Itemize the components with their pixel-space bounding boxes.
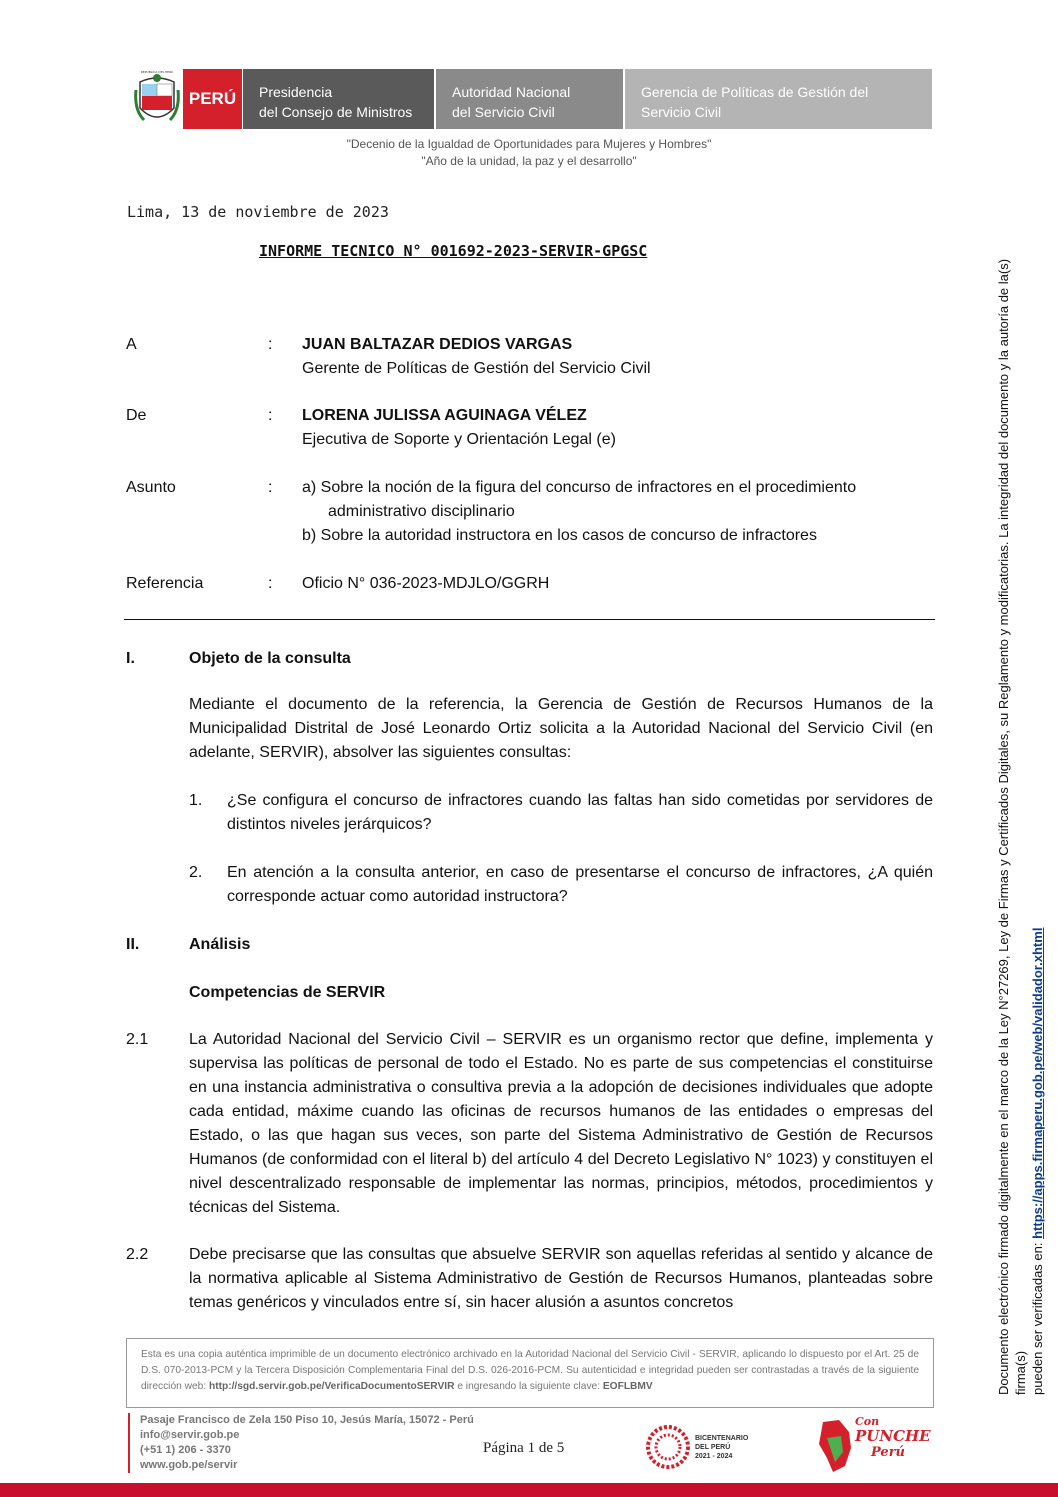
footer-address [128,1413,474,1473]
authenticity-notice [126,1338,934,1408]
bicentenario-line3: 2021 - 2024 [695,1453,733,1460]
field-de-colon: : [268,407,273,424]
header-gerencia-line1: Gerencia de Políticas de Gestión del [641,84,869,100]
bicentenario-line2: DEL PERÚ [695,1444,731,1451]
header-gerencia [625,69,932,129]
bicentenario-logo [645,1424,765,1470]
authenticity-key-label: e ingresando la siguiente clave: [457,1381,601,1392]
header-servir-line1: Autoridad Nacional [452,84,571,100]
question-1-number: 1. [189,792,203,809]
header-servir [436,69,623,129]
field-a-role: Gerente de Políticas de Gestión del Servicio Civil [302,360,651,377]
section-2-title: Análisis [189,936,251,953]
subsection-title: Competencias de SERVIR [189,984,386,1001]
footer-red-bar [0,1483,1058,1497]
field-a-name: JUAN BALTAZAR DEDIOS VARGAS [302,336,573,353]
field-de-role: Ejecutiva de Soporte y Orientación Legal (e) [302,431,616,448]
field-a-label: A [126,336,137,353]
verification-url[interactable]: http://sgd.servir.gob.pe/VerificaDocumentoSERVIR [208,1381,455,1392]
field-ref-value: Oficio N° 036-2023-MDJLO/GGRH [302,575,550,592]
signature-notice-line2: pueden ser verificadas en: [1030,1242,1045,1395]
paragraph-2-1-number: 2.1 [126,1031,149,1048]
header-gerencia-line2: Servicio Civil [641,104,722,120]
field-asunto-label: Asunto [126,479,176,496]
paragraph-2-2: Debe precisarse que las consultas que absuelve SERVIR son aquellas referidas al sentido y alcance de la normativa aplicable al Sistema Administrativo de Gestión de Recursos Humanos, planteadas sobre temas genéricos y vinculados entre sí, sin hacer alusión a asuntos concretos [189,1246,933,1311]
question-2-number: 2. [189,864,203,881]
field-asunto-a1: a) Sobre la noción de la figura del concurso de infractores en el procedimiento [302,479,857,496]
field-asunto-colon: : [268,479,273,496]
field-asunto-b: b) Sobre la autoridad instructora en los casos de concurso de infractores [302,527,817,544]
verification-key: EOFLBMV [602,1381,653,1392]
footer-phone: (+51 1) 206 - 3370 [140,1444,231,1456]
header-pcm [243,69,434,129]
punche-peru-logo [815,1415,931,1476]
validator-link[interactable]: https://apps.firmaperu.gob.pe/web/validador.xhtml [1030,927,1045,1239]
section-1-paragraph: Mediante el documento de la referencia, la Gerencia de Gestión de Recursos Humanos de la Municipalidad Distrital de José Leonardo Ortiz solicita a la Autoridad Nacional del Servicio Civil (en adelante, SERVIR), absolver las siguientes consultas: [189,696,933,761]
field-ref-colon: : [268,575,273,592]
punche-line2: PUNCHE [855,1427,931,1445]
field-de-name: LORENA JULISSA AGUINAGA VÉLEZ [302,407,587,424]
document-title: INFORME TECNICO N° 001692-2023-SERVIR-GPGSC [259,242,648,260]
footer-email[interactable]: info@servir.gob.pe [140,1429,240,1441]
question-2-text: En atención a la consulta anterior, en caso de presentarse el concurso de infractores, ¿A quién corresponde actuar como autoridad instructora? [227,864,933,905]
field-ref-label: Referencia [126,575,204,592]
section-1-title: Objeto de la consulta [189,650,351,667]
digital-signature-notice [995,215,1046,1395]
field-a-colon: : [268,336,273,353]
footer-website[interactable]: www.gob.pe/servir [140,1459,238,1471]
escudo-text: REPÚBLICA DEL PERÚ [140,70,174,74]
anio-text: "Año de la unidad, la paz y el desarrollo" [421,154,637,168]
punche-line3: Perú [871,1445,905,1460]
field-de-label: De [126,407,147,424]
decenio-text: "Decenio de la Igualdad de Oportunidades para Mujeres y Hombres" [346,137,712,151]
document-date: Lima, 13 de noviembre de 2023 [127,203,389,221]
footer-address-line: Pasaje Francisco de Zela 150 Piso 10, Jesús María, 15072 - Perú [140,1414,474,1426]
question-1-text: ¿Se configura el concurso de infractores cuando las faltas han sido cometidas por servidores de distintos niveles jerárquicos? [227,792,933,833]
decenio-motto [0,136,1058,170]
header-divider [124,619,935,620]
header-pcm-line2: del Consejo de Ministros [259,104,413,120]
paragraph-2-2-number: 2.2 [126,1246,149,1263]
escudo-logo [134,70,180,128]
authenticity-text: Esta es una copia auténtica imprimible de un documento electrónico archivado en la Autoridad Nacional del Servicio Civil - SERVIR, aplicando lo dispuesto por el Art. 25 de D.S. 070-2013-PCM y la Tercera Disposición Complementaria Final del D.S. 026-2016-PCM. Su autenticidad e integridad pueden ser contrastadas a través de la siguiente dirección web: [141,1349,919,1392]
page-number: Página 1 de 5 [483,1440,565,1456]
header-servir-line2: del Servicio Civil [452,104,555,120]
peru-logo: PERÚ [183,69,242,129]
section-2-number: II. [126,936,140,953]
paragraph-2-1: La Autoridad Nacional del Servicio Civil – SERVIR es un organismo rector que define, implementa y supervisa las políticas de personal de todo el Estado. No es parte de sus competencias el constituirse en una instancia administrativa o consultiva previa a la adopción de decisiones individuales que adopte cada entidad, máxime cuando las oficinas de recursos humanos de las entidades o empresas del Estado, o las que hagan sus veces, son parte del Sistema Administrativo de Gestión de Recursos Humanos (de conformidad con el literal b) del artículo 4 del Decreto Legislativo N° 1023) y constituyen el nivel descentralizado responsable de implementar las normas, principios, métodos, procedimientos y técnicas del Sistema. [189,1031,933,1216]
punche-line1: Con [855,1415,880,1428]
bicentenario-line1: BICENTENARIO [695,1435,749,1442]
header-pcm-line1: Presidencia [259,84,333,100]
signature-notice-line1: Documento electrónico firmado digitalmente en el marco de la Ley N°27269, Ley de Firmas y Certificados Digitales, su Reglamento y modificatorias. La integridad del documento y la autoría de la(s) firma(s) [996,258,1028,1395]
section-1-number: I. [126,650,135,667]
field-asunto-a2: administrativo disciplinario [328,503,515,520]
